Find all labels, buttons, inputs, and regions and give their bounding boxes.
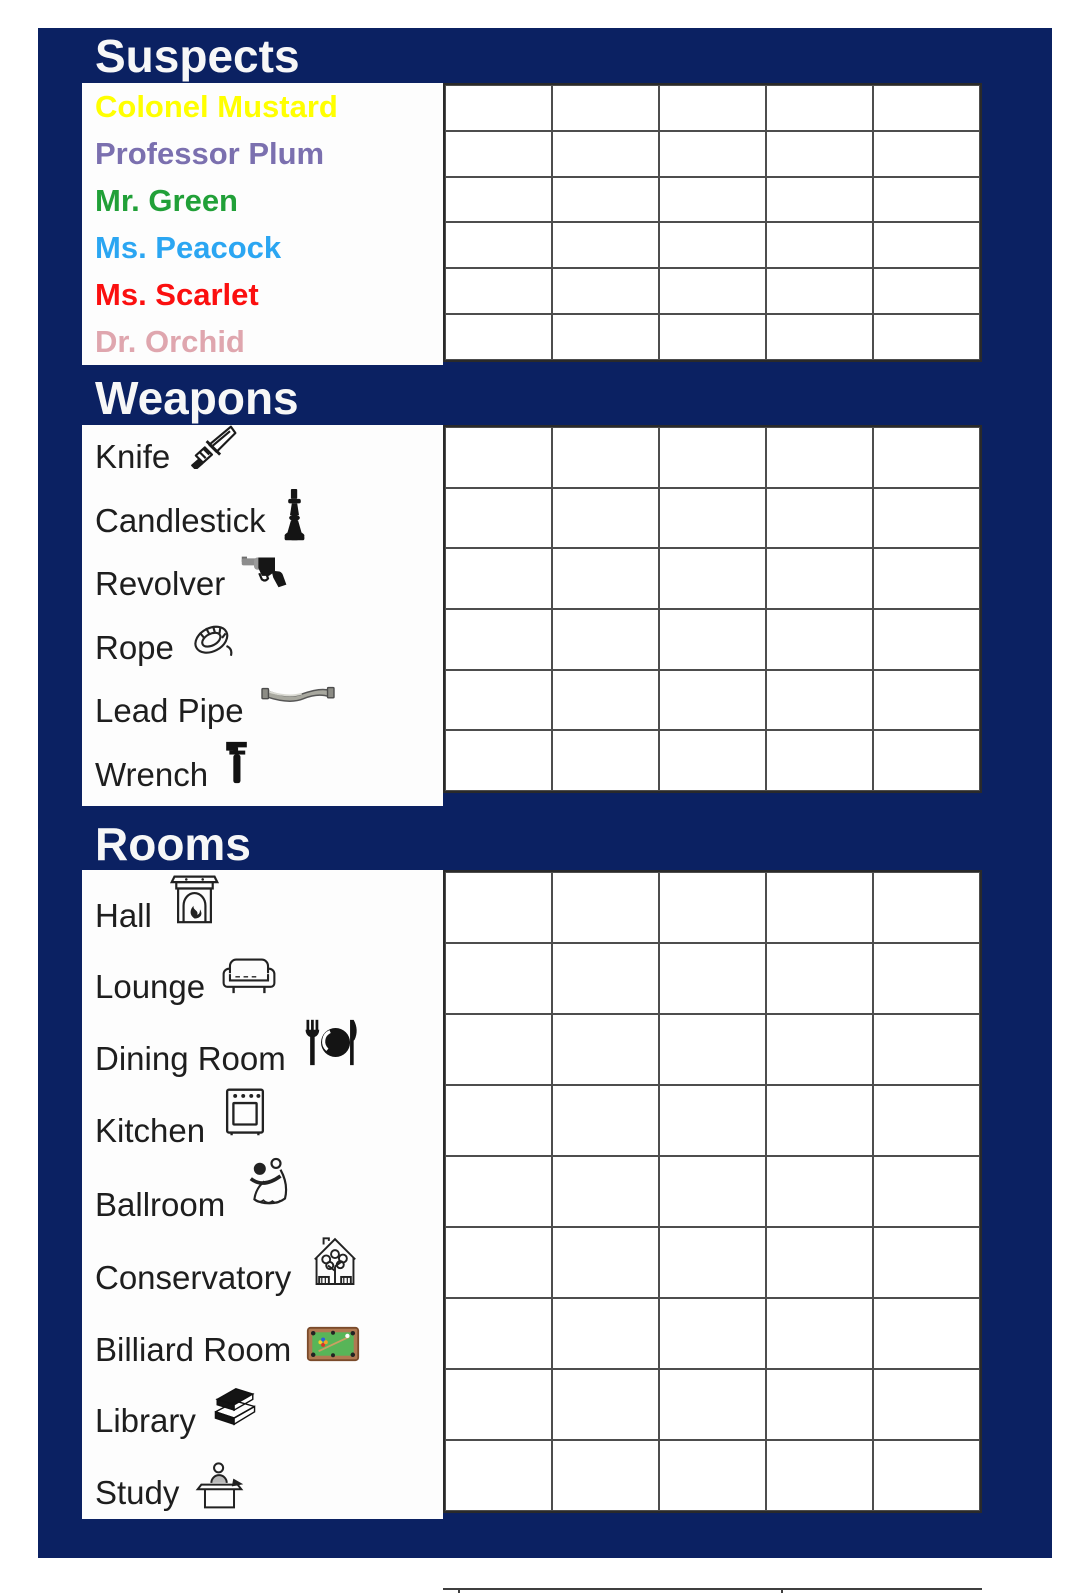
weapons-grid-cell[interactable] [873,609,980,670]
weapons-label: Revolver [95,565,226,603]
fireplace-icon [167,873,222,924]
weapons-grid-cell[interactable] [445,548,552,609]
weapons-grid-cell[interactable] [552,548,659,609]
rooms-grid-cell[interactable] [873,1440,980,1511]
rooms-grid-cell[interactable] [445,1014,552,1085]
suspects-label-panel [82,83,443,365]
rooms-row [82,942,443,1014]
rooms-row [82,1304,443,1376]
billiard-table-icon [306,1324,360,1364]
rooms-grid-cell[interactable] [659,943,766,1014]
rooms-grid-cell[interactable] [766,1014,873,1085]
rooms-grid-cell[interactable] [552,1085,659,1156]
suspects-grid-cell[interactable] [552,177,659,223]
suspects-label: Dr. Orchid [95,324,245,359]
rooms-grid-cell[interactable] [445,1227,552,1298]
weapons-grid-cell[interactable] [873,548,980,609]
rooms-label: Billiard Room [95,1330,292,1368]
rooms-grid-cell[interactable] [552,1227,659,1298]
weapons-label: Knife [95,438,171,476]
weapons-grid-cell[interactable] [445,730,552,791]
suspects-grid-cell[interactable] [445,314,552,360]
knife-icon [185,424,239,469]
rope-icon [189,621,239,662]
weapons-grid-cell[interactable] [445,427,552,488]
suspects-grid-cell[interactable] [873,268,980,314]
rooms-grid-cell[interactable] [445,1156,552,1227]
rooms-label: Lounge [95,968,206,1006]
weapons-label-panel [82,425,443,806]
rooms-grid-cell[interactable] [766,1156,873,1227]
suspects-row [82,224,443,271]
suspects-row [82,271,443,318]
rooms-grid-cell[interactable] [552,1014,659,1085]
suspects-grid-cell[interactable] [766,314,873,360]
weapons-grid-cell[interactable] [445,488,552,549]
rooms-grid-cell[interactable] [766,1298,873,1369]
weapons-grid [443,425,982,793]
next-sheet-tick [458,1588,460,1593]
dining-icon [301,1018,361,1067]
suspects-grid-cell[interactable] [552,314,659,360]
rooms-grid-cell[interactable] [766,1369,873,1440]
rooms-grid-cell[interactable] [445,872,552,943]
weapons-grid-cell[interactable] [873,670,980,731]
suspects-row [82,130,443,177]
rooms-grid-cell[interactable] [873,872,980,943]
rooms-row [82,1376,443,1448]
suspects-label: Ms. Peacock [95,230,282,265]
weapons-grid-cell[interactable] [552,488,659,549]
suspects-label: Professor Plum [95,136,325,171]
suspects-row [82,83,443,130]
rooms-grid-cell[interactable] [659,1369,766,1440]
suspects-grid-cell[interactable] [659,314,766,360]
weapons-row [82,743,443,807]
greenhouse-icon [306,1231,364,1286]
suspects-grid-cell[interactable] [766,177,873,223]
rooms-grid-cell[interactable] [659,1085,766,1156]
suspects-label: Colonel Mustard [95,89,338,124]
rooms-grid-cell[interactable] [766,1440,873,1511]
candlestick-icon [281,488,308,544]
rooms-grid-cell[interactable] [445,1298,552,1369]
rooms-grid-cell[interactable] [659,1156,766,1227]
weapons-section-title: Weapons [95,372,299,424]
rooms-row [82,870,443,942]
weapons-grid-cell[interactable] [659,548,766,609]
rooms-label: Study [95,1474,180,1512]
weapons-grid-cell[interactable] [873,730,980,791]
rooms-grid-cell[interactable] [552,943,659,1014]
rooms-label-panel [82,870,443,1519]
weapons-grid-cell[interactable] [766,730,873,791]
weapons-grid-cell[interactable] [766,488,873,549]
wrench-icon [223,740,250,785]
rooms-grid-cell[interactable] [873,1298,980,1369]
rooms-grid-cell[interactable] [445,1440,552,1511]
suspects-row [82,318,443,365]
weapons-grid-cell[interactable] [659,670,766,731]
suspects-grid-cell[interactable] [659,268,766,314]
rooms-grid-cell[interactable] [445,1369,552,1440]
weapons-grid-cell[interactable] [552,427,659,488]
suspects-grid-cell[interactable] [445,85,552,131]
lead-pipe-icon [259,683,337,707]
revolver-icon [240,553,296,590]
suspects-grid-cell[interactable] [659,177,766,223]
weapons-row [82,425,443,489]
suspects-grid-cell[interactable] [552,268,659,314]
weapons-row [82,616,443,680]
rooms-grid-cell[interactable] [766,1227,873,1298]
rooms-row [82,1013,443,1085]
suspects-grid-cell[interactable] [659,131,766,177]
rooms-grid-cell[interactable] [445,1085,552,1156]
suspects-grid-cell[interactable] [873,177,980,223]
weapons-grid-cell[interactable] [659,730,766,791]
weapons-row [82,679,443,743]
next-sheet-tick [781,1588,783,1593]
suspects-row [82,177,443,224]
rooms-grid-cell[interactable] [873,1227,980,1298]
weapons-row [82,489,443,553]
suspects-section-title: Suspects [95,30,300,82]
rooms-grid-cell[interactable] [552,872,659,943]
weapons-grid-cell[interactable] [766,548,873,609]
rooms-grid-cell[interactable] [659,1298,766,1369]
stove-icon [220,1085,270,1139]
weapons-grid-cell[interactable] [659,488,766,549]
rooms-grid-cell[interactable] [873,1085,980,1156]
dancers-icon [240,1157,294,1213]
suspects-grid-cell[interactable] [766,268,873,314]
weapons-label: Rope [95,628,174,666]
rooms-label: Hall [95,896,152,934]
rooms-row [82,1085,443,1157]
weapons-grid-cell[interactable] [766,670,873,731]
weapons-grid-cell[interactable] [659,427,766,488]
suspects-grid-cell[interactable] [445,177,552,223]
suspects-grid-cell[interactable] [659,222,766,268]
rooms-grid-cell[interactable] [552,1156,659,1227]
suspects-grid [443,83,982,362]
weapons-grid-cell[interactable] [659,609,766,670]
suspects-grid-cell[interactable] [766,222,873,268]
rooms-grid-cell[interactable] [552,1298,659,1369]
suspects-grid-cell[interactable] [445,131,552,177]
rooms-label: Dining Room [95,1040,286,1078]
suspects-grid-cell[interactable] [873,85,980,131]
rooms-grid-cell[interactable] [873,1156,980,1227]
rooms-grid-cell[interactable] [552,1369,659,1440]
rooms-grid-cell[interactable] [873,943,980,1014]
rooms-grid-cell[interactable] [766,943,873,1014]
suspects-grid-cell[interactable] [552,131,659,177]
weapons-grid-cell[interactable] [445,670,552,731]
rooms-grid [443,870,982,1513]
rooms-grid-cell[interactable] [873,1369,980,1440]
suspects-label: Mr. Green [95,183,238,218]
suspects-grid-cell[interactable] [552,85,659,131]
suspects-grid-cell[interactable] [873,131,980,177]
next-sheet-edge [443,1588,982,1590]
rooms-grid-cell[interactable] [445,943,552,1014]
suspects-grid-cell[interactable] [873,222,980,268]
rooms-grid-cell[interactable] [659,1440,766,1511]
rooms-grid-cell[interactable] [552,1440,659,1511]
weapons-label: Wrench [95,755,209,793]
suspects-grid-cell[interactable] [659,85,766,131]
weapons-grid-cell[interactable] [873,427,980,488]
rooms-grid-cell[interactable] [766,1085,873,1156]
rooms-grid-cell[interactable] [766,872,873,943]
weapons-grid-cell[interactable] [766,609,873,670]
rooms-grid-cell[interactable] [873,1014,980,1085]
suspects-grid-cell[interactable] [873,314,980,360]
rooms-label: Conservatory [95,1259,292,1297]
weapons-label: Lead Pipe [95,692,244,730]
rooms-label: Library [95,1402,196,1440]
suspects-grid-cell[interactable] [766,131,873,177]
suspects-grid-cell[interactable] [445,222,552,268]
suspects-grid-cell[interactable] [766,85,873,131]
weapons-grid-cell[interactable] [766,427,873,488]
rooms-grid-cell[interactable] [659,1227,766,1298]
suspects-grid-cell[interactable] [552,222,659,268]
rooms-label: Kitchen [95,1112,206,1150]
weapons-grid-cell[interactable] [552,730,659,791]
sofa-icon [220,955,278,995]
weapons-label: Candlestick [95,501,266,539]
detective-note-sheet [38,28,1052,1558]
weapons-grid-cell[interactable] [873,488,980,549]
weapons-row [82,552,443,616]
rooms-section-title: Rooms [95,818,251,870]
rooms-label: Ballroom [95,1186,226,1224]
weapons-grid-cell[interactable] [445,609,552,670]
desk-icon [194,1462,245,1511]
suspects-label: Ms. Scarlet [95,277,259,312]
books-icon [211,1384,259,1429]
weapons-grid-cell[interactable] [552,609,659,670]
rooms-grid-cell[interactable] [659,872,766,943]
rooms-grid-cell[interactable] [659,1014,766,1085]
rooms-row [82,1447,443,1519]
rooms-row [82,1231,443,1304]
suspects-grid-cell[interactable] [445,268,552,314]
rooms-row [82,1157,443,1231]
weapons-grid-cell[interactable] [552,670,659,731]
